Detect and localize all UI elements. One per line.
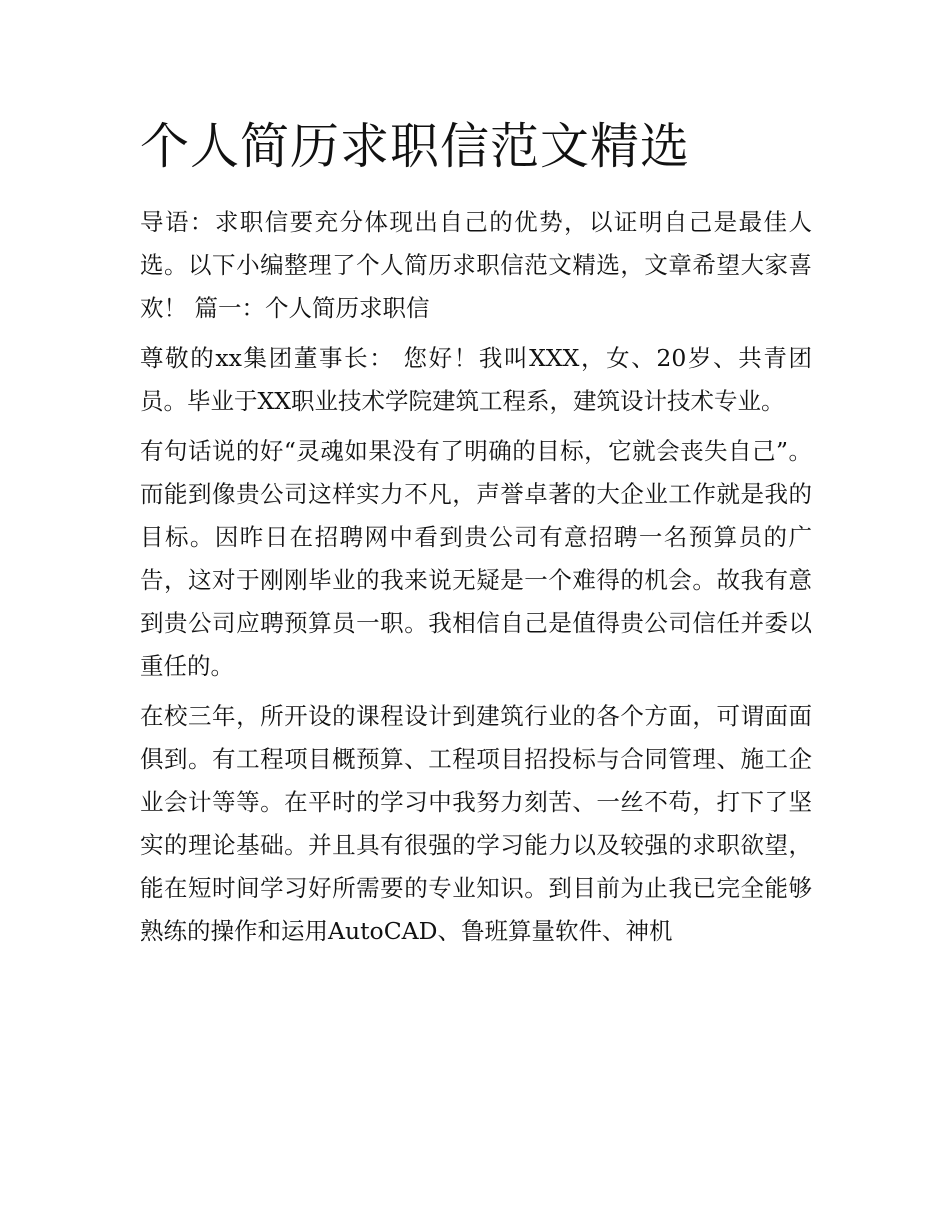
document-title: 个人简历求职信范文精选 [140, 118, 691, 175]
paragraph-intro: 导语：求职信要充分体现出自己的优势，以证明自己是最佳人选。以下小编整理了个人简历求职信范文精选，文章希望大家喜欢！ 篇一：个人简历求职信 [140, 208, 812, 322]
paragraph-motivation: 有句话说的好“灵魂如果没有了明确的目标，它就会丧失自己”。而能到像贵公司这样实力不凡，声誉卓著的大企业工作就是我的目标。因昨日在招聘网中看到贵公司有意招聘一名预算员的广告，这对于刚刚毕业的我来说无疑是一个难得的机会。故我有意到贵公司应聘预算员一职。我相信自己是值得贵公司信任并委以重任的。 [140, 437, 812, 680]
document-body [140, 201, 812, 953]
paragraph-greeting: 尊敬的xx集团董事长： 您好！我叫XXX，女、20岁、共青团员。毕业于XX职业技术学院建筑工程系，建筑设计技术专业。 [140, 344, 812, 415]
paragraph-education: 在校三年，所开设的课程设计到建筑行业的各个方面，可谓面面俱到。有工程项目概预算、工程项目招投标与合同管理、施工企业会计等等。在平时的学习中我努力刻苦、一丝不苟，打下了坚实的理论基础。并且具有很强的学习能力以及较强的求职欲望，能在短时间学习好所需要的专业知识。到目前为止我已完全能够熟练的操作和运用AutoCAD、鲁班算量软件、神机 [140, 702, 812, 945]
